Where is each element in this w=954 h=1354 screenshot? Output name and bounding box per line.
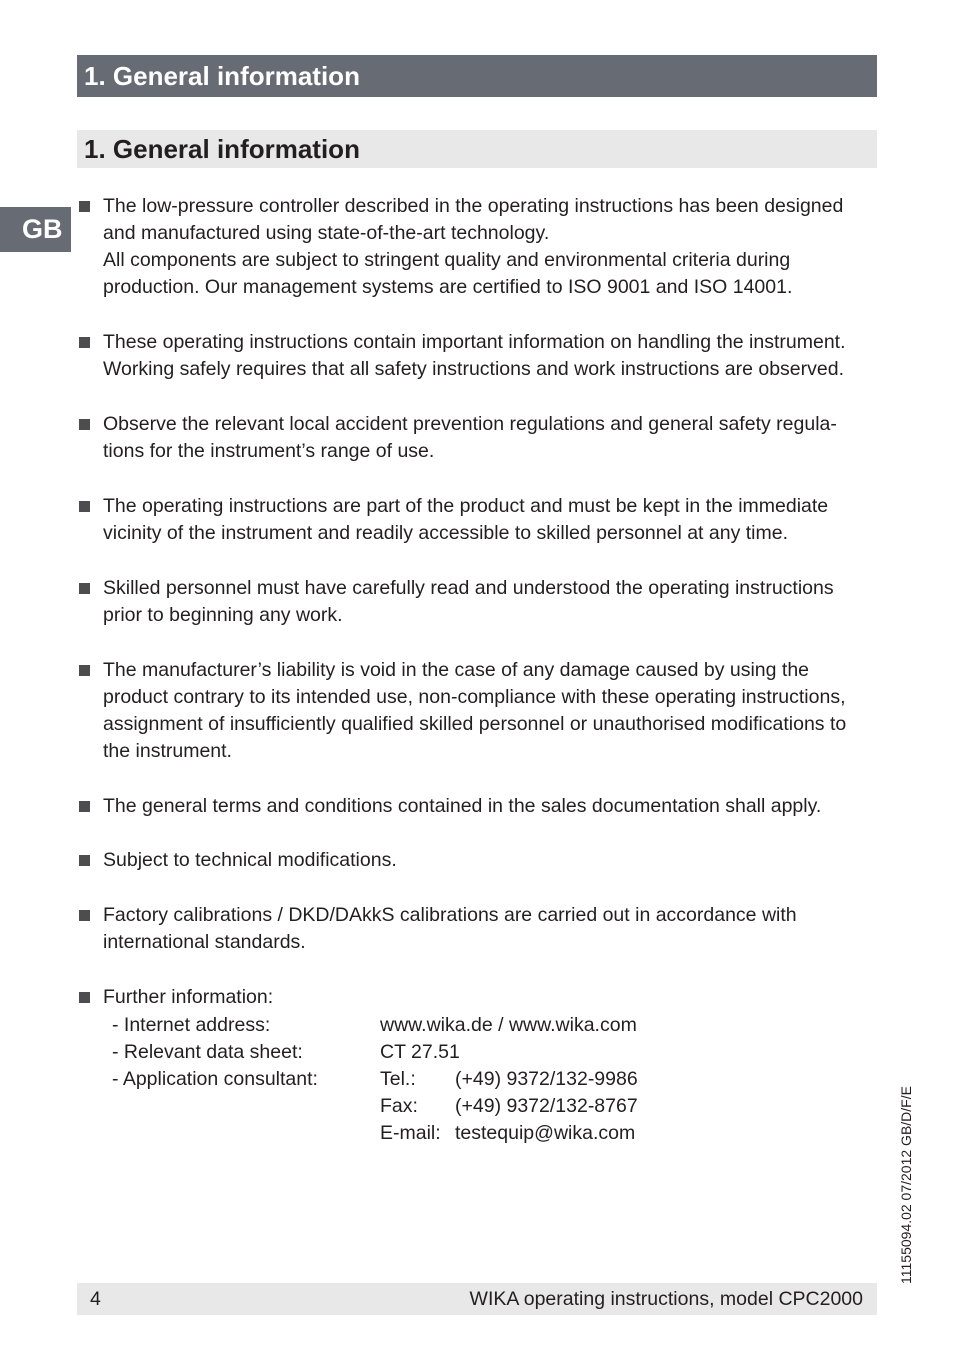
list-item: [77, 902, 887, 956]
list-item: [77, 193, 887, 301]
bullet-square-icon: [79, 801, 90, 812]
list-item-text: The general terms and conditions contained in the sales documentation shall apply.: [103, 795, 822, 817]
document-code: 11155094.02 07/2012 GB/D/F/E: [898, 1086, 914, 1284]
list-item: [77, 847, 887, 874]
bullet-square-icon: [79, 337, 90, 348]
bullet-square-icon: [79, 583, 90, 594]
fax-label: Fax:: [380, 1095, 418, 1117]
list-item-text: These operating instructions contain important information on handling the instrument. Working safely requires that all safety instructions and work instructions are observed.: [103, 331, 846, 380]
data-sheet-value: CT 27.51: [380, 1041, 460, 1063]
list-item: [77, 329, 887, 383]
footer-title: WIKA operating instructions, model CPC2000: [469, 1288, 863, 1310]
list-item: [77, 411, 887, 465]
list-item: [77, 657, 887, 765]
internet-address-label: - Internet address:: [112, 1014, 271, 1036]
bullet-square-icon: [79, 665, 90, 676]
bullet-square-icon: [79, 992, 90, 1003]
bullet-square-icon: [79, 855, 90, 866]
list-item-text: Factory calibrations / DKD/DAkkS calibrations are carried out in accordance with international standards.: [103, 904, 797, 953]
bullet-square-icon: [79, 419, 90, 430]
application-consultant-label: - Application consultant:: [112, 1068, 318, 1090]
list-item-text: Observe the relevant local accident prevention regulations and general safety regula- tions for the instrument’s range of use.: [103, 413, 837, 462]
bullet-square-icon: [79, 501, 90, 512]
list-item: [77, 984, 887, 1011]
list-item-text: Subject to technical modifications.: [103, 849, 397, 871]
tel-value: (+49) 9372/132-9986: [455, 1068, 638, 1090]
chapter-header: 1. General information: [77, 55, 877, 97]
language-tab: GB: [0, 207, 71, 252]
page-footer: [77, 1283, 877, 1315]
list-item-text: Skilled personnel must have carefully read and understood the operating instructions prior to beginning any work.: [103, 577, 834, 626]
bullet-square-icon: [79, 910, 90, 921]
internet-address-link[interactable]: www.wika.de / www.wika.com: [380, 1014, 637, 1036]
list-item-text: The operating instructions are part of the product and must be kept in the immediate vicinity of the instrument and readily accessible to skilled personnel at any time.: [103, 495, 829, 544]
fax-value: (+49) 9372/132-8767: [455, 1095, 638, 1117]
list-item-text: The manufacturer’s liability is void in the case of any damage caused by using the product contrary to its intended use, non-compliance with these operating instructions, assignment of insufficiently qualified skilled personnel or unauthorised modifications to the instrument.: [103, 659, 847, 762]
list-item-text: Further information:: [103, 986, 274, 1008]
email-link[interactable]: testequip@wika.com: [455, 1122, 636, 1144]
section-title: 1. General information: [77, 130, 877, 168]
list-item: [77, 575, 887, 629]
tel-label: Tel.:: [380, 1068, 416, 1090]
list-item: [77, 493, 887, 547]
list-item-text: The low-pressure controller described in the operating instructions has been designed and manufactured using state-of-the-art technology. All components are subject to stringent quality and environmental criteria during production. Our management systems are certified to ISO 9001 and ISO 14001.: [103, 195, 844, 298]
list-item: [77, 793, 887, 820]
page-number: 4: [90, 1288, 101, 1310]
data-sheet-label: - Relevant data sheet:: [112, 1041, 303, 1063]
bullet-square-icon: [79, 201, 90, 212]
email-label: E-mail:: [380, 1122, 441, 1144]
